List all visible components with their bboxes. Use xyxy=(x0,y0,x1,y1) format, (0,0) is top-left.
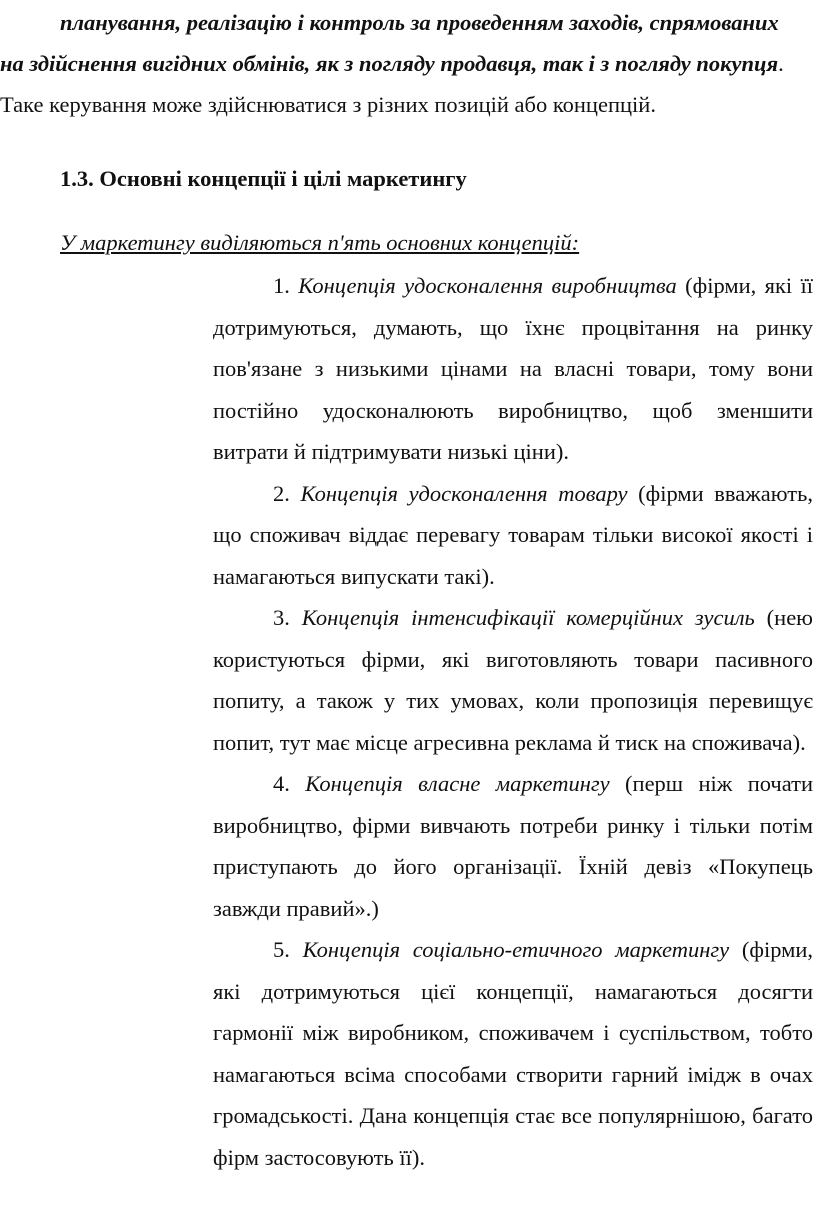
concept-item-5 xyxy=(213,929,813,1178)
concept-item-2 xyxy=(213,473,813,598)
concept-item-3 xyxy=(213,597,813,763)
concept-text: (фірми, які її дотримуються, думають, що їхнє процвітання на ринку пов'язане з низькими цінами на власні товари, тому вони постійно удосконалюють виробництво, щоб зменшити витрати й підтримувати низькі ціни). xyxy=(213,273,814,464)
concept-title: Концепція удосконалення товару xyxy=(300,480,628,506)
concept-number: 3. xyxy=(273,605,302,630)
concept-text: (фірми вважають, що споживач віддає перевагу товарам тільки високої якості і намагаються випускати такі). xyxy=(213,480,813,589)
intro-line-2 xyxy=(0,43,814,84)
intro-paragraph xyxy=(0,2,814,125)
concept-text: (фірми, які дотримуються цієї концепції, намагаються досягти гармонії між виробником, споживачем і суспільством, тобто намагаються всіма способами створити гарний імідж в очах громадськості. Дана концепція стає все популярнішою, багато фірм застосовують її). xyxy=(213,937,814,1170)
intro-line-2-emphasis: на здійснення вигідних обмінів, як з погляду продавця, так і з погляду покупця xyxy=(0,51,779,76)
concepts-subheading: У маркетингу виділяються п'ять основних концепцій: xyxy=(60,230,580,255)
concept-number: 2. xyxy=(273,480,301,506)
concept-title: Концепція власне маркетингу xyxy=(305,771,610,796)
concept-text: (перш ніж почати виробництво, фірми вивчають потреби ринку і тільки потім приступають до його організації. Їхній девіз «Покупець завжди правий».) xyxy=(213,771,814,921)
concept-number: 5. xyxy=(273,937,303,962)
concept-title: Концепція інтенсифікації комерційних зусиль xyxy=(301,605,755,630)
concept-item-1 xyxy=(213,265,813,473)
concepts-list xyxy=(213,265,813,1178)
intro-line-1: планування, реалізацію і контроль за проведенням заходів, спрямованих xyxy=(60,10,779,35)
concept-item-4 xyxy=(213,763,813,929)
intro-line-3: Таке керування може здійснюватися з різних позицій або концепцій. xyxy=(0,92,656,117)
intro-line-2-period: . xyxy=(778,51,784,76)
section-heading: 1.3. Основні концепції і цілі маркетингу xyxy=(60,166,467,191)
concept-number: 1. xyxy=(273,273,299,298)
concept-title: Концепція соціально-етичного маркетингу xyxy=(302,937,730,962)
concept-text: (нею користуються фірми, які виготовляють товари пасивного попиту, а також у тих умовах, коли пропозиція перевищує попит, тут має місце агресивна реклама й тиск на споживача). xyxy=(213,605,813,755)
concept-number: 4. xyxy=(273,771,306,796)
concept-title: Концепція удосконалення виробництва xyxy=(298,273,677,298)
